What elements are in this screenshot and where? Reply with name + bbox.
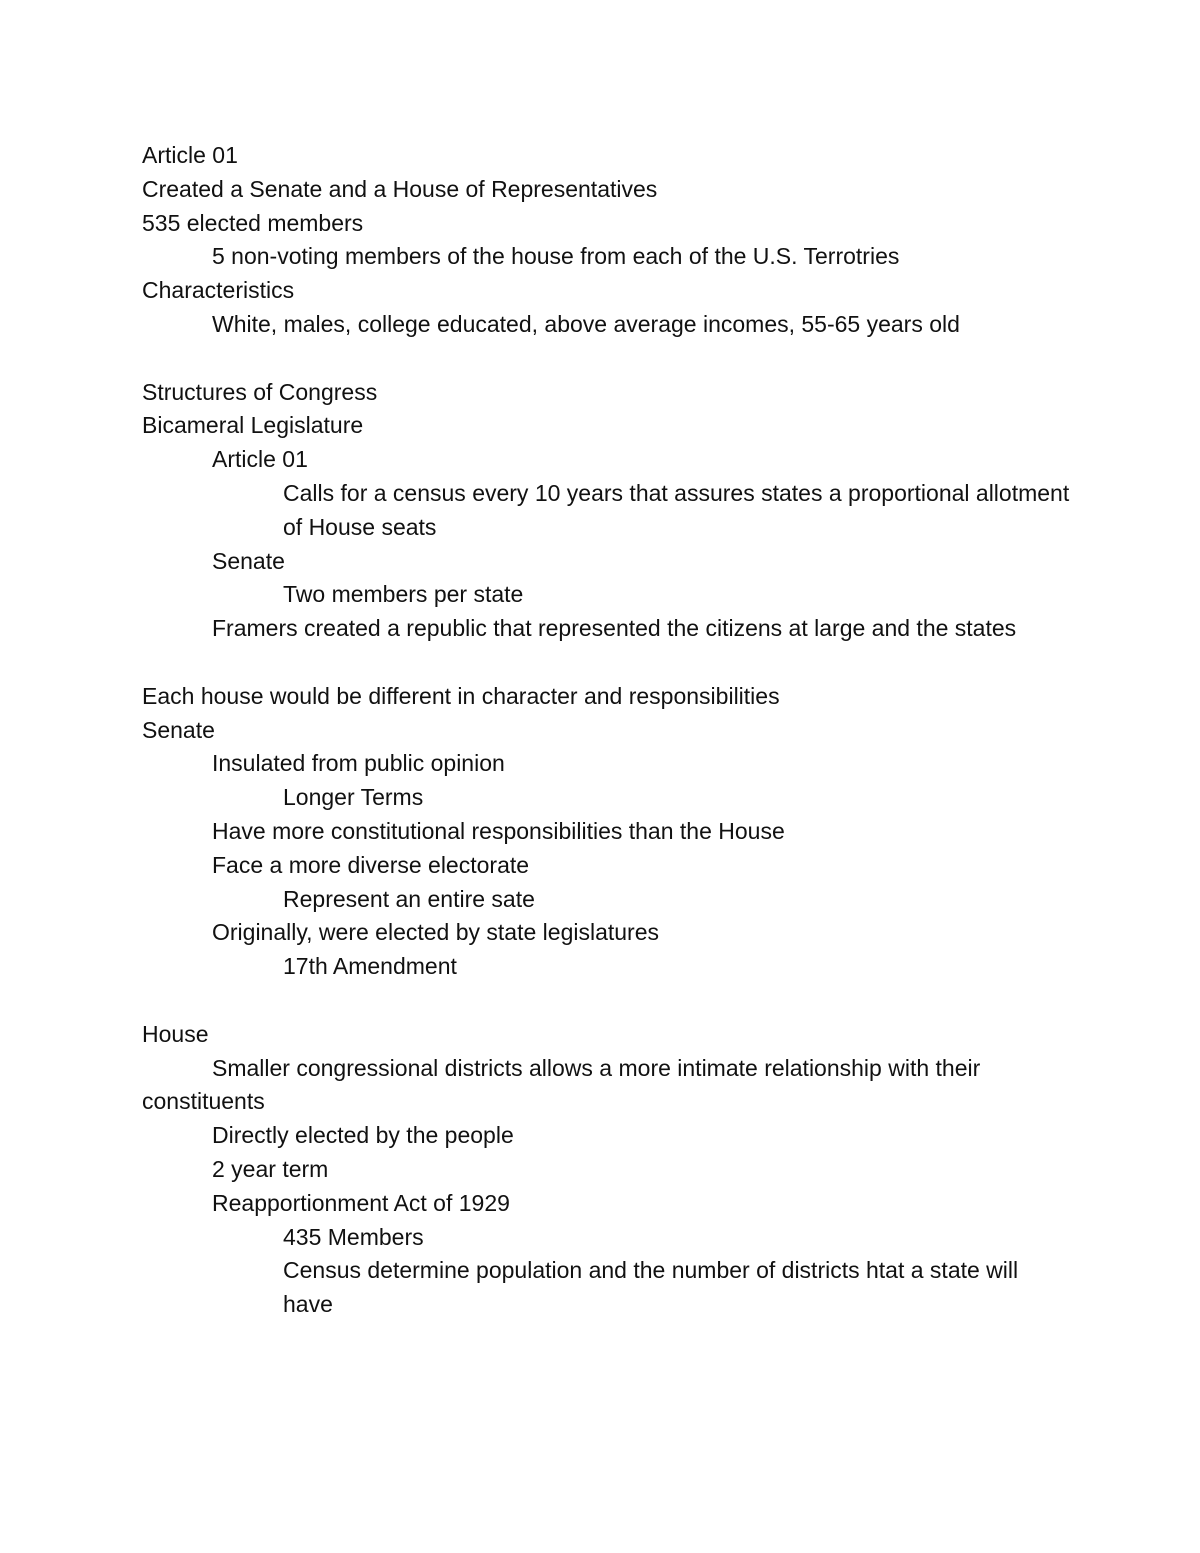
line-diverse-electorate: Face a more diverse electorate (212, 851, 530, 878)
line-census-determine: Census determine population and the number of districts htat a state will have (283, 1257, 1019, 1318)
line-article-01: Article 01 (142, 142, 238, 168)
line-originally-elected: Originally, were elected by state legislatures (212, 919, 660, 946)
line-non-voting-members: 5 non-voting members of the house from each of the U.S. Terrotries (212, 243, 900, 270)
line-2-year-term: 2 year term (212, 1155, 329, 1182)
line-longer-terms: Longer Terms (283, 784, 424, 811)
line-reapportionment-act: Reapportionment Act of 1929 (212, 1189, 510, 1216)
line-two-members: Two members per state (283, 581, 524, 608)
line-each-house: Each house would be different in character and responsibilities (142, 682, 780, 709)
blank-line (142, 984, 1072, 1018)
line-framers: Framers created a republic that represented the citizens at large and the states (212, 615, 1017, 642)
line-senate-house-created: Created a Senate and a House of Representatives (142, 175, 658, 202)
line-smaller-districts: Smaller congressional districts allows a more intimate relationship with their constituents (142, 1054, 981, 1115)
line-bicameral: Bicameral Legislature (142, 412, 364, 439)
line-elected-members: 535 elected members (142, 209, 364, 236)
line-17th-amendment: 17th Amendment (283, 953, 457, 980)
line-characteristics-detail: White, males, college educated, above average incomes, 55-65 years old (212, 310, 960, 337)
line-more-responsibilities: Have more constitutional responsibilities than the House (212, 817, 785, 844)
document-body (142, 139, 1072, 1322)
line-structures-heading: Structures of Congress (142, 378, 378, 405)
line-senate-heading: Senate (142, 716, 215, 743)
line-senate-sub: Senate (212, 547, 285, 574)
line-directly-elected: Directly elected by the people (212, 1122, 514, 1149)
line-characteristics: Characteristics (142, 277, 295, 304)
line-entire-sate: Represent an entire sate (283, 885, 535, 912)
line-insulated: Insulated from public opinion (212, 750, 505, 777)
line-435-members: 435 Members (283, 1223, 424, 1250)
line-article-01-sub: Article 01 (212, 446, 308, 473)
blank-line (142, 342, 1072, 376)
line-census: Calls for a census every 10 years that assures states a proportional allotment of House seats (283, 479, 1070, 540)
blank-line (142, 646, 1072, 680)
line-house-heading: House (142, 1020, 209, 1047)
